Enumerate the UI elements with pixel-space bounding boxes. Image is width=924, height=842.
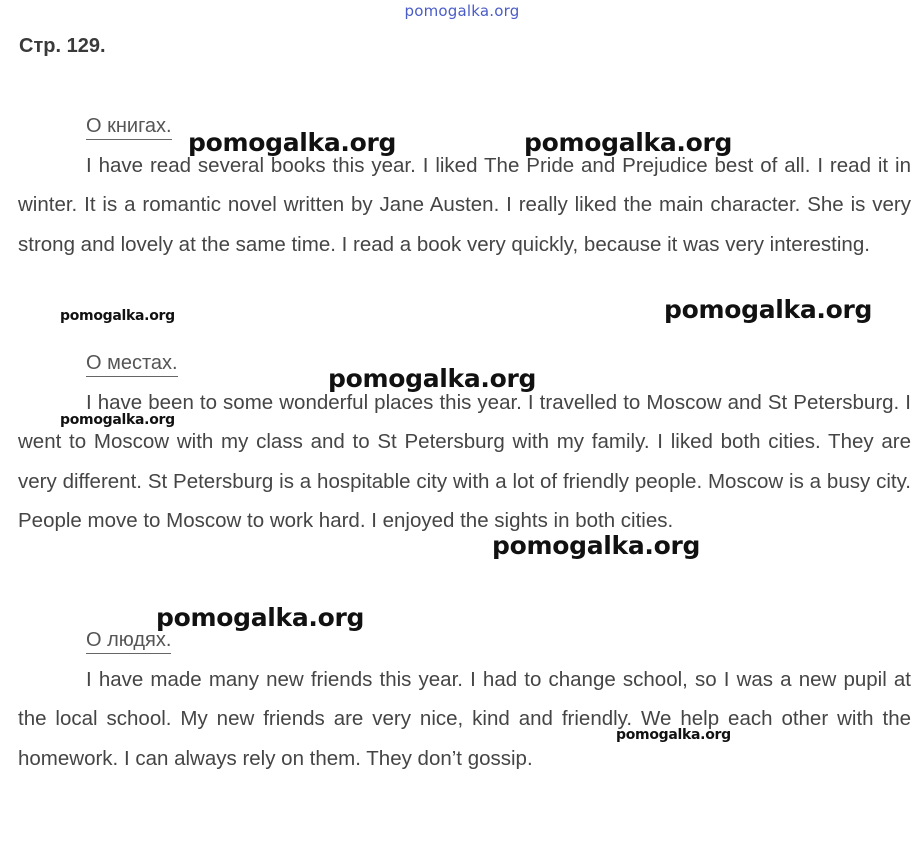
paragraph-books: I have read several books this year. I liked The Pride and Prejudice best of all. I read it in winter. It is a romantic novel written by Jane Austen. I really liked the main character. She is very strong and lovely at the same time. I read a book very quickly, because it was very interesting. [18,154,911,256]
watermark: pomogalka.org [60,412,175,428]
watermark: pomogalka.org [328,364,537,393]
section-heading-people: О людях. [86,628,171,654]
watermark: pomogalka.org [664,295,873,324]
watermark: pomogalka.org [60,308,175,324]
paragraph-places: I have been to some wonderful places this year. I travelled to Moscow and St Petersburg. I went to Moscow with my class and to St Petersburg with my family. I liked both cities. They are very different. St Petersburg is a hospitable city with a lot of friendly people. Moscow is a busy city. People move to Moscow to work hard. I enjoyed the sights in both cities. [18,391,911,532]
paragraph-people: I have made many new friends this year. I had to change school, so I was a new pupil at the local school. My new friends are very nice, kind and friendly. We help each other with the homework. I can always rely on them. They don’t gossip. [18,668,911,770]
section-heading-places: О местах. [86,351,178,377]
site-header-link[interactable]: pomogalka.org [404,2,520,20]
watermark: pomogalka.org [492,531,701,560]
page-number: Стр. 129. [19,35,106,57]
watermark: pomogalka.org [156,603,365,632]
watermark: pomogalka.org [616,727,731,743]
watermark: pomogalka.org [188,128,397,157]
section-heading-books: О книгах. [86,114,172,140]
watermark: pomogalka.org [524,128,733,157]
